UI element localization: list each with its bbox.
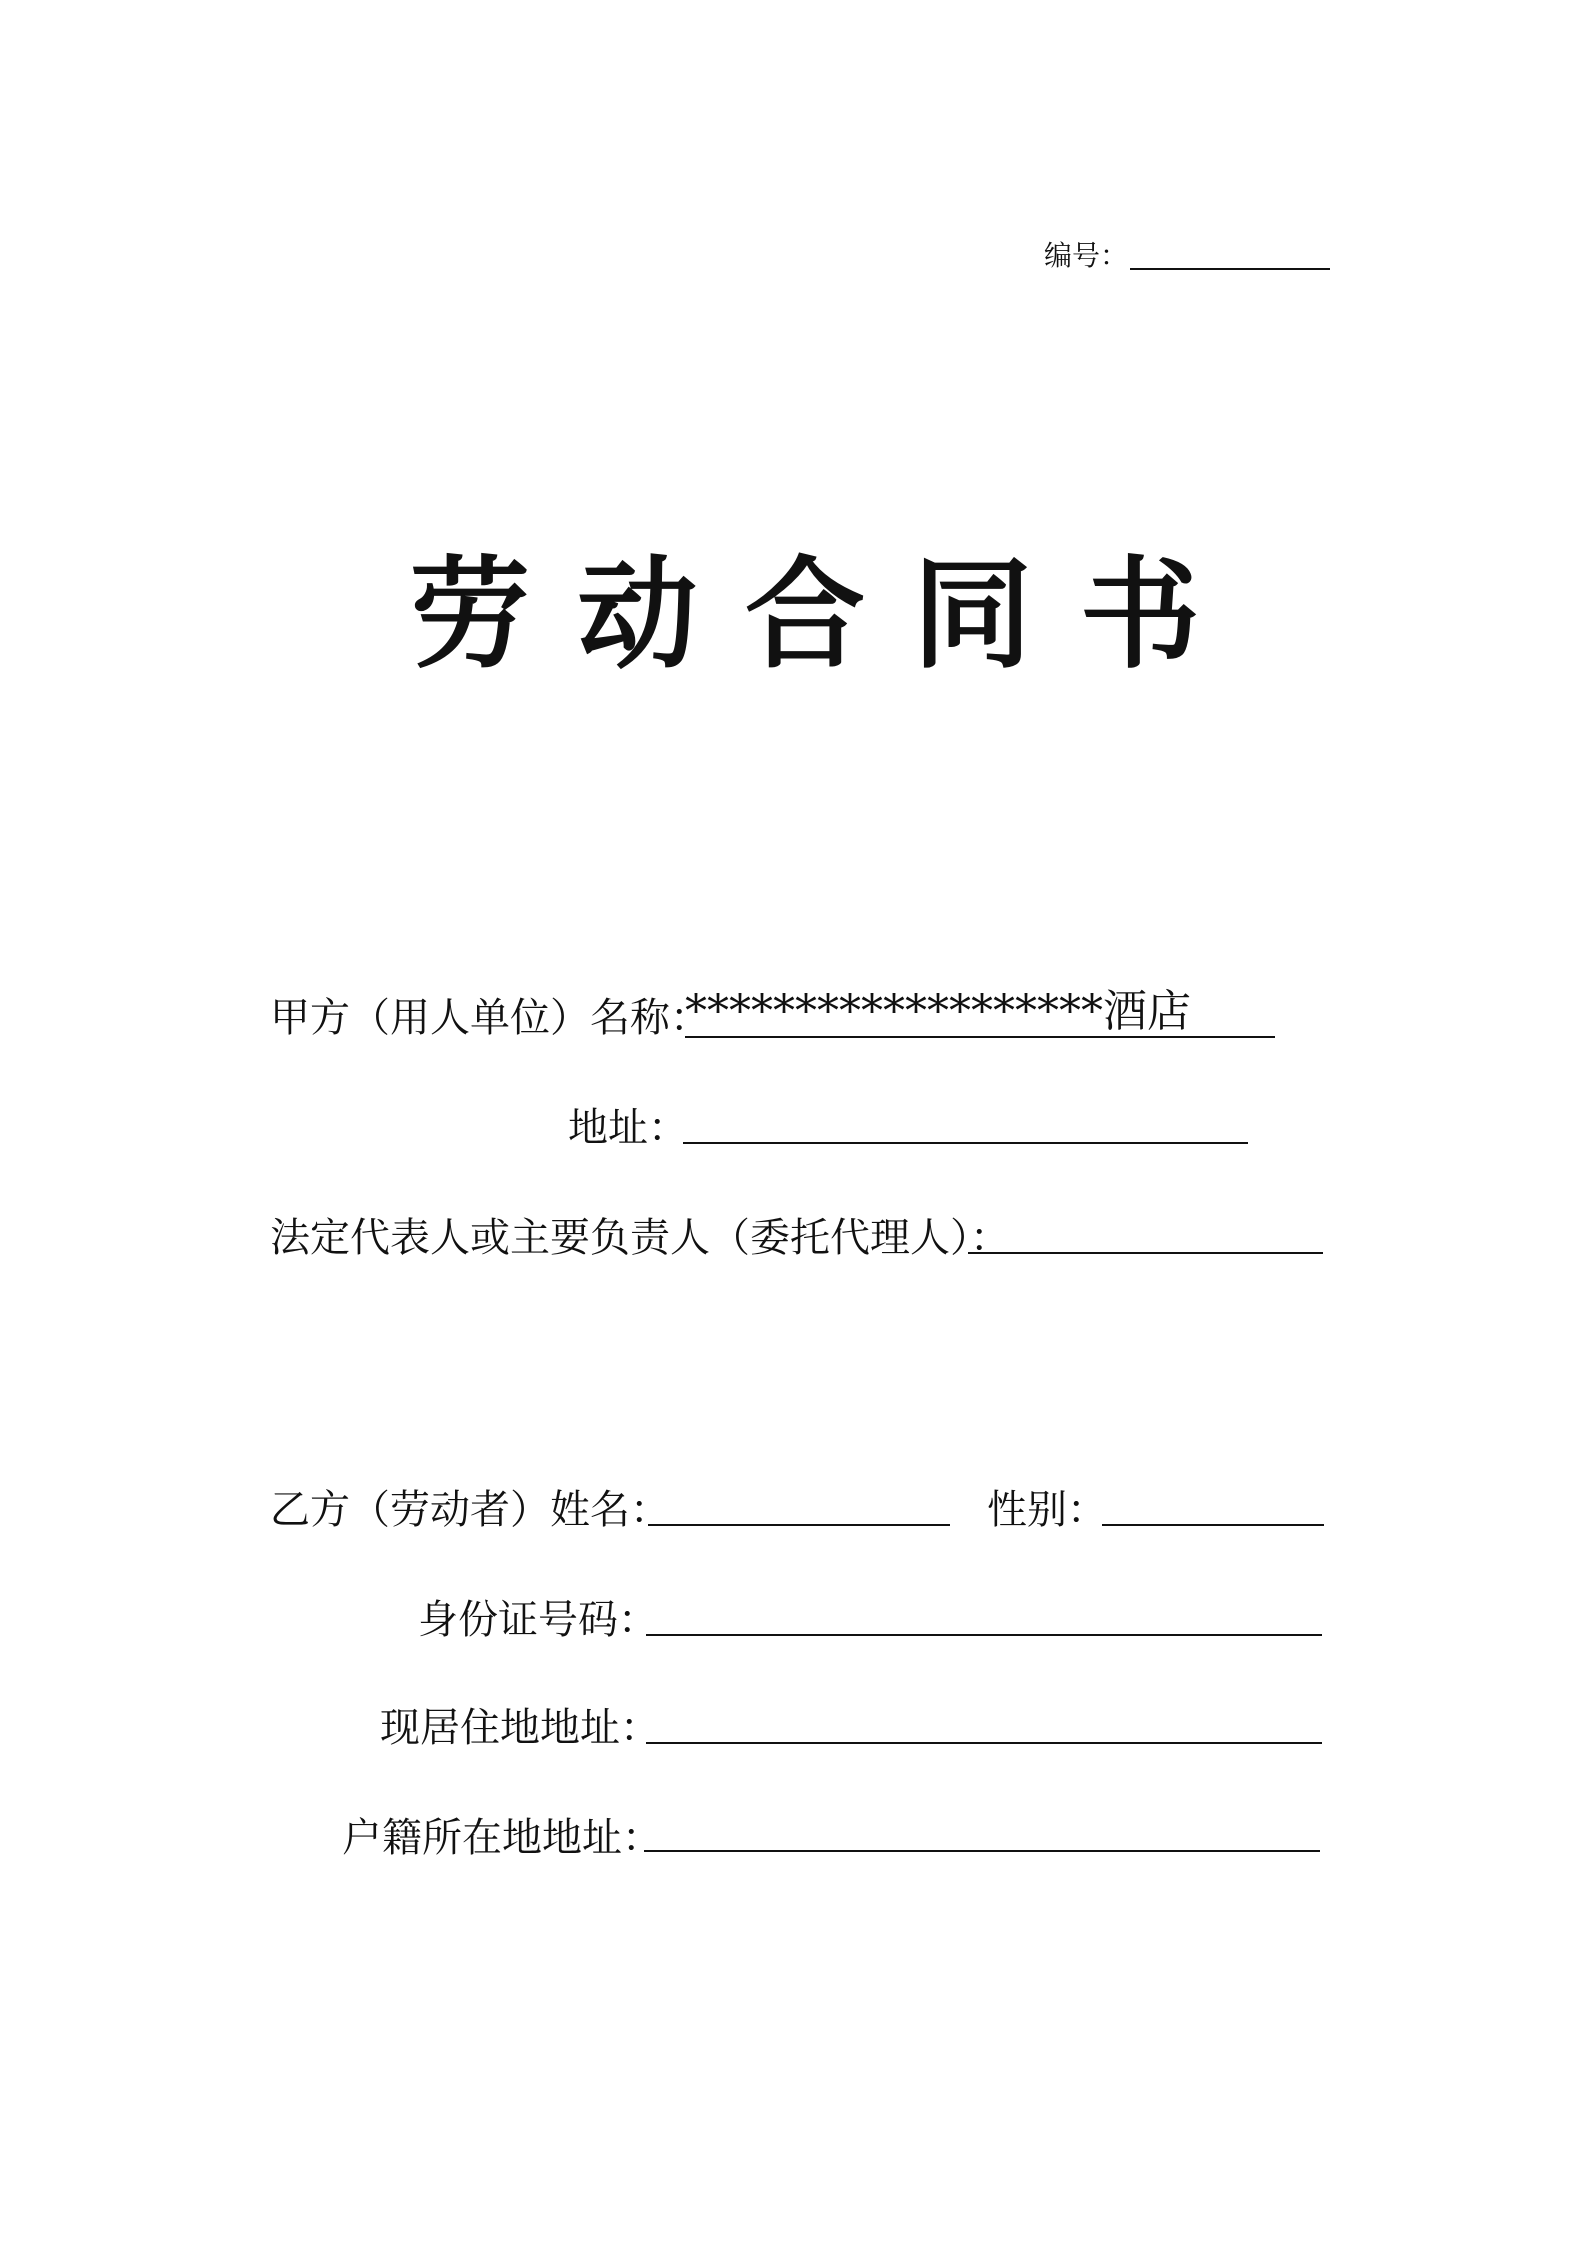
party-b-id-label: 身份证号码： bbox=[418, 1597, 658, 1643]
title-char: 书 bbox=[1080, 544, 1200, 685]
party-b-name-label: 乙方（劳动者）姓名： bbox=[270, 1487, 670, 1533]
party-a-name-label: 甲方（用人单位）名称： bbox=[270, 995, 710, 1041]
party-b-current-address-label: 现居住地地址： bbox=[380, 1705, 660, 1751]
title-char: 同 bbox=[912, 544, 1033, 685]
party-a-name-field[interactable] bbox=[685, 1036, 1275, 1038]
serial-number-field[interactable] bbox=[1130, 268, 1330, 270]
party-a-representative-label: 法定代表人或主要负责人（委托代理人）： bbox=[270, 1215, 1010, 1261]
party-b-gender-field[interactable] bbox=[1102, 1524, 1324, 1526]
party-a-address-field[interactable] bbox=[683, 1142, 1248, 1144]
party-b-current-address-field[interactable] bbox=[646, 1742, 1322, 1744]
title-char: 合 bbox=[745, 544, 865, 685]
party-a-name-value: *******************酒店 bbox=[685, 986, 1191, 1037]
party-b-id-field[interactable] bbox=[646, 1634, 1322, 1636]
serial-number-label: 编号： bbox=[1044, 239, 1129, 272]
title-char: 动 bbox=[577, 544, 698, 685]
title-char: 劳 bbox=[410, 544, 530, 685]
document-title bbox=[410, 544, 1200, 685]
party-b-name-field[interactable] bbox=[648, 1524, 950, 1526]
party-b-household-address-label: 户籍所在地地址： bbox=[342, 1815, 662, 1861]
party-b-household-address-field[interactable] bbox=[644, 1850, 1320, 1852]
party-a-representative-field[interactable] bbox=[968, 1252, 1323, 1254]
party-a-address-label: 地址： bbox=[568, 1105, 688, 1151]
party-b-gender-label: 性别： bbox=[987, 1487, 1107, 1533]
